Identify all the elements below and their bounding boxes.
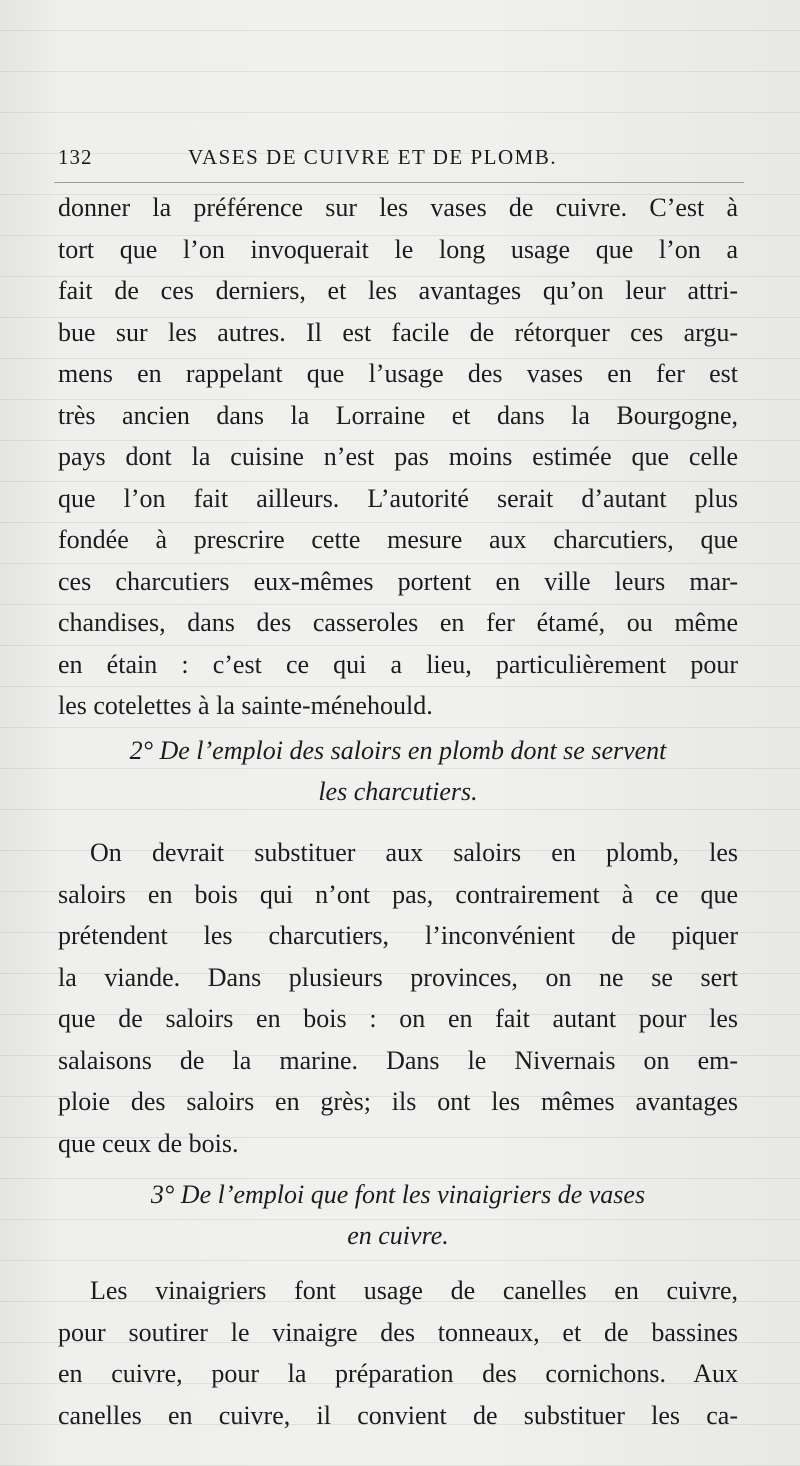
- text-line: fait de ces derniers, et les avantages qu’on leur attri-: [58, 276, 738, 305]
- text-line: en cuivre, pour la préparation des cornichons. Aux: [58, 1359, 738, 1388]
- text-line: prétendent les charcutiers, l’inconvénient de piquer: [58, 921, 738, 950]
- page-number: 132: [58, 145, 93, 169]
- running-title: VASES DE CUIVRE ET DE PLOMB.: [188, 145, 558, 169]
- text-line: donner la préférence sur les vases de cuivre. C’est à: [58, 193, 738, 222]
- heading-line: 2° De l’emploi des saloirs en plomb dont se servent: [129, 736, 667, 765]
- text-line: que de saloirs en bois : on en fait autant pour les: [58, 1004, 738, 1033]
- section-heading-saloirs: [58, 730, 738, 812]
- text-line: que l’on fait ailleurs. L’autorité serait d’autant plus: [58, 483, 738, 513]
- text-line: mens en rappelant que l’usage des vases en fer est: [58, 359, 738, 388]
- text-line: les cotelettes à la sainte-ménehould.: [58, 691, 433, 720]
- text-line: canelles en cuivre, il convient de substituer les ca-: [58, 1400, 738, 1430]
- text-line: On devrait substituer aux saloirs en plomb, les: [90, 838, 738, 867]
- text-line: tort que l’on invoquerait le long usage que l’on a: [58, 234, 738, 264]
- paragraph-vinaigriers: [58, 1270, 738, 1436]
- paragraph-preference: [58, 187, 738, 727]
- text-line: pays dont la cuisine n’est pas moins estimée que celle: [58, 442, 738, 471]
- text-line: ploie des saloirs en grès; ils ont les mêmes avantages: [58, 1087, 738, 1116]
- heading-line: en cuivre.: [347, 1221, 449, 1250]
- text-line: saloirs en bois qui n’ont pas, contrairement à ce que: [58, 879, 738, 909]
- text-line: ces charcutiers eux-mêmes portent en ville leurs mar-: [58, 566, 738, 596]
- header-rule: [54, 182, 744, 183]
- section-heading-vinaigriers: [58, 1174, 738, 1256]
- text-line: très ancien dans la Lorraine et dans la Bourgogne,: [58, 400, 738, 430]
- text-line: bue sur les autres. Il est facile de rétorquer ces argu-: [58, 317, 738, 347]
- heading-line: 3° De l’emploi que font les vinaigriers de vases: [150, 1180, 646, 1209]
- text-line: Les vinaigriers font usage de canelles en cuivre,: [90, 1276, 738, 1305]
- text-line: salaisons de la marine. Dans le Nivernais on em-: [58, 1045, 738, 1075]
- page-header: [58, 145, 748, 179]
- text-line: la viande. Dans plusieurs provinces, on ne se sert: [58, 962, 738, 992]
- text-line: chandises, dans des casseroles en fer étamé, ou même: [58, 608, 738, 637]
- heading-line: les charcutiers.: [318, 777, 478, 806]
- text-line: en étain : c’est ce qui a lieu, particulièrement pour: [58, 649, 738, 679]
- text-line: pour soutirer le vinaigre des tonneaux, et de bassines: [58, 1317, 738, 1347]
- text-line: fondée à prescrire cette mesure aux charcutiers, que: [58, 525, 738, 554]
- text-line: que ceux de bois.: [58, 1128, 239, 1158]
- paragraph-saloirs: [58, 832, 738, 1164]
